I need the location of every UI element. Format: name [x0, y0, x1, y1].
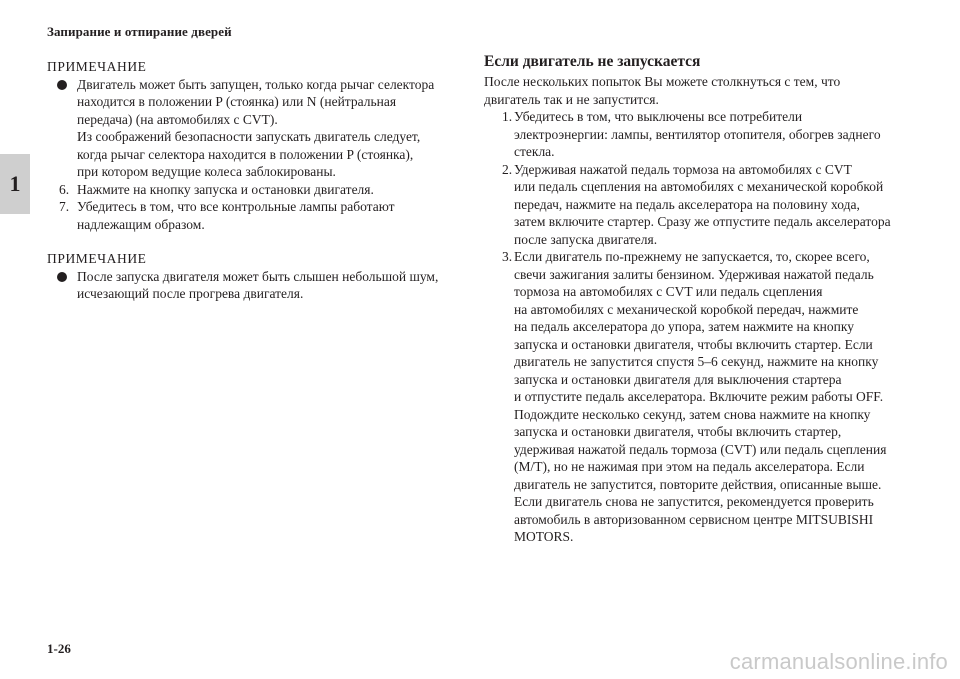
chapter-tab	[0, 154, 30, 214]
bullet-icon	[57, 272, 67, 282]
page-number: 1-26	[47, 641, 71, 656]
numbered-list	[484, 108, 914, 546]
text-line: находится в положении P (стоянка) или N (нейтральная	[77, 94, 397, 109]
text-line: Если двигатель по-прежнему не запускается, то, скорее всего,	[514, 249, 870, 264]
text-line: двигатель не запустится спустя 5–6 секунд, нажмите на кнопку	[514, 354, 879, 369]
text-line: Убедитесь в том, что выключены все потребители	[514, 109, 803, 124]
text-line: при котором ведущие колеса заблокированы.	[77, 164, 336, 179]
text-line: удерживая нажатой педаль тормоза (CVT) или педаль сцепления	[514, 441, 887, 457]
text-line: После запуска двигателя может быть слышен небольшой шум,	[77, 268, 439, 284]
text-line: свечи зажигания залиты бензином. Удерживая нажатой педаль	[514, 266, 874, 282]
text-line: исчезающий после прогрева двигателя.	[77, 286, 304, 301]
list-item	[484, 108, 914, 161]
running-header: Запирание и отпирание дверей	[47, 24, 232, 39]
text-line: тормоза на автомобилях с CVT или педаль сцепления	[514, 284, 823, 299]
text-line: запуска и остановки двигателя, чтобы включить стартер. Если	[514, 336, 873, 352]
text-line: Подождите несколько секунд, затем снова нажмите на кнопку	[514, 406, 871, 422]
item-number: 2.	[502, 161, 513, 177]
bullet-icon	[57, 80, 67, 90]
text-line: передач, нажмите на педаль акселератора на половину хода,	[514, 196, 860, 212]
list-item	[484, 161, 914, 249]
note-label: ПРИМЕЧАНИЕ	[47, 59, 147, 74]
text-line: когда рычаг селектора находится в положении P (стоянка),	[77, 146, 414, 162]
step-item	[47, 181, 447, 199]
text-line: двигатель не запустится, повторите действия, описанные выше.	[514, 476, 882, 492]
spacer	[47, 233, 447, 250]
text-line: и отпустите педаль акселератора. Включите режим работы OFF.	[514, 389, 884, 404]
text-line: надлежащим образом.	[77, 216, 205, 232]
text-line: запуска и остановки двигателя, чтобы включить стартер,	[514, 424, 842, 439]
item-number: 1.	[502, 109, 513, 124]
text-line: после запуска двигателя.	[514, 231, 658, 247]
section-title: Если двигатель не запускается	[484, 53, 701, 70]
chapter-number: 1	[9, 171, 21, 196]
text-line: передача) (на автомобилях с CVT).	[77, 111, 278, 127]
text-line: Убедитесь в том, что все контрольные лампы работают	[77, 199, 395, 214]
text-line: Из соображений безопасности запускать двигатель следует,	[77, 129, 421, 144]
text-line: Двигатель может быть запущен, только когда рычаг селектора	[77, 76, 435, 92]
step-number: 7.	[59, 199, 70, 214]
text-line: затем включите стартер. Сразу же отпустите педаль акселератора	[514, 214, 891, 229]
text-line: автомобиль в авторизованном сервисном центре MITSUBISHI	[514, 511, 874, 527]
text-line: электроэнергии: лампы, вентилятор отопителя, обогрев заднего	[514, 126, 881, 142]
text-line: на педаль акселератора до упора, затем нажмите на кнопку	[514, 319, 854, 334]
text-line: Если двигатель снова не запустится, рекомендуется проверить	[514, 494, 874, 509]
note-bullet	[47, 76, 447, 181]
text-line: (M/T), но не нажимая при этом на педаль акселератора. Если	[514, 459, 865, 474]
note-label: ПРИМЕЧАНИЕ	[47, 251, 147, 266]
text-line: запуска и остановки двигателя для выключения стартера	[514, 371, 842, 387]
list-item	[484, 248, 914, 546]
text-line: После нескольких попыток Вы можете столкнуться с тем, что	[484, 74, 841, 89]
text-line: или педаль сцепления на автомобилях с механической коробкой	[514, 179, 884, 194]
right-column	[484, 52, 914, 546]
note-bullet	[47, 268, 447, 303]
text-line: стекла.	[514, 144, 555, 159]
step-item	[47, 198, 447, 233]
text-line: Нажмите на кнопку запуска и остановки двигателя.	[77, 181, 374, 197]
text-line: на автомобилях с механической коробкой передач, нажмите	[514, 301, 859, 317]
watermark-link[interactable]: carmanualsonline.info	[729, 649, 948, 674]
text-line: двигатель так и не запустится.	[484, 91, 659, 107]
left-column	[47, 58, 447, 303]
item-number: 3.	[502, 249, 513, 264]
text-line: MOTORS.	[514, 529, 574, 544]
text-line: Удерживая нажатой педаль тормоза на автомобилях с CVT	[514, 161, 852, 177]
step-number: 6.	[59, 181, 70, 197]
